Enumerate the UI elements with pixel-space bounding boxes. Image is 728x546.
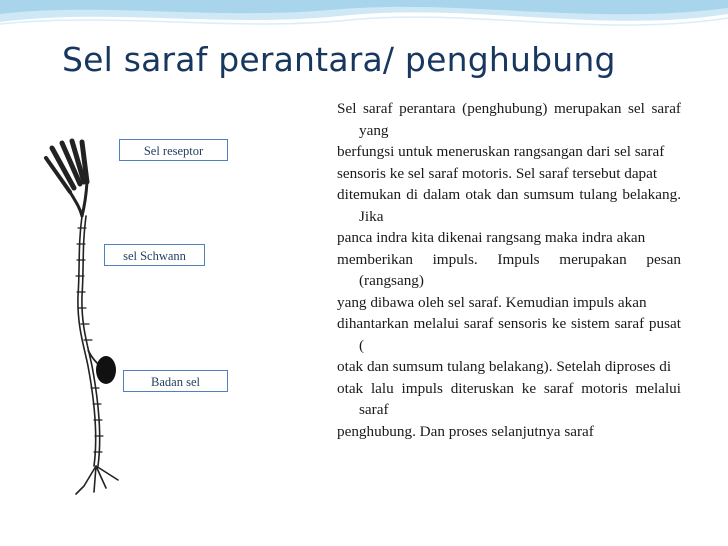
body-line: penghubung. Dan proses selanjutnya saraf bbox=[337, 422, 594, 440]
body-line: memberikan impuls. Impuls merupakan pesan (rangsang) bbox=[337, 250, 681, 289]
body-line: yang dibawa oleh sel saraf. Kemudian impuls akan bbox=[337, 293, 647, 311]
header-wave-decoration bbox=[0, 0, 728, 40]
neuron-illustration-icon bbox=[36, 136, 146, 496]
body-line: Sel saraf perantara (penghubung) merupakan sel saraf yang bbox=[337, 100, 681, 139]
body-line: dihantarkan melalui saraf sensoris ke sistem saraf pusat ( bbox=[337, 315, 681, 354]
body-line: otak dan sumsum tulang belakang). Setelah diproses di bbox=[337, 358, 672, 375]
body-line: berfungsi untuk meneruskan rangsangan dari sel saraf bbox=[337, 143, 665, 160]
body-line: ditemukan di dalam otak dan sumsum tulang belakang. Jika bbox=[337, 186, 681, 225]
label-badan-sel: Badan sel bbox=[123, 370, 228, 392]
body-line: otak lalu impuls diteruskan ke saraf motoris melalui saraf bbox=[337, 379, 681, 418]
label-sel-reseptor: Sel reseptor bbox=[119, 139, 228, 161]
body-line: panca indra kita dikenai rangsang maka indra akan bbox=[337, 229, 646, 246]
body-line: sensoris ke sel saraf motoris. Sel saraf tersebut dapat bbox=[337, 164, 658, 182]
body-text bbox=[337, 98, 681, 442]
label-sel-schwann: sel Schwann bbox=[104, 244, 205, 266]
slide-title: Sel saraf perantara/ penghubung bbox=[62, 40, 616, 79]
